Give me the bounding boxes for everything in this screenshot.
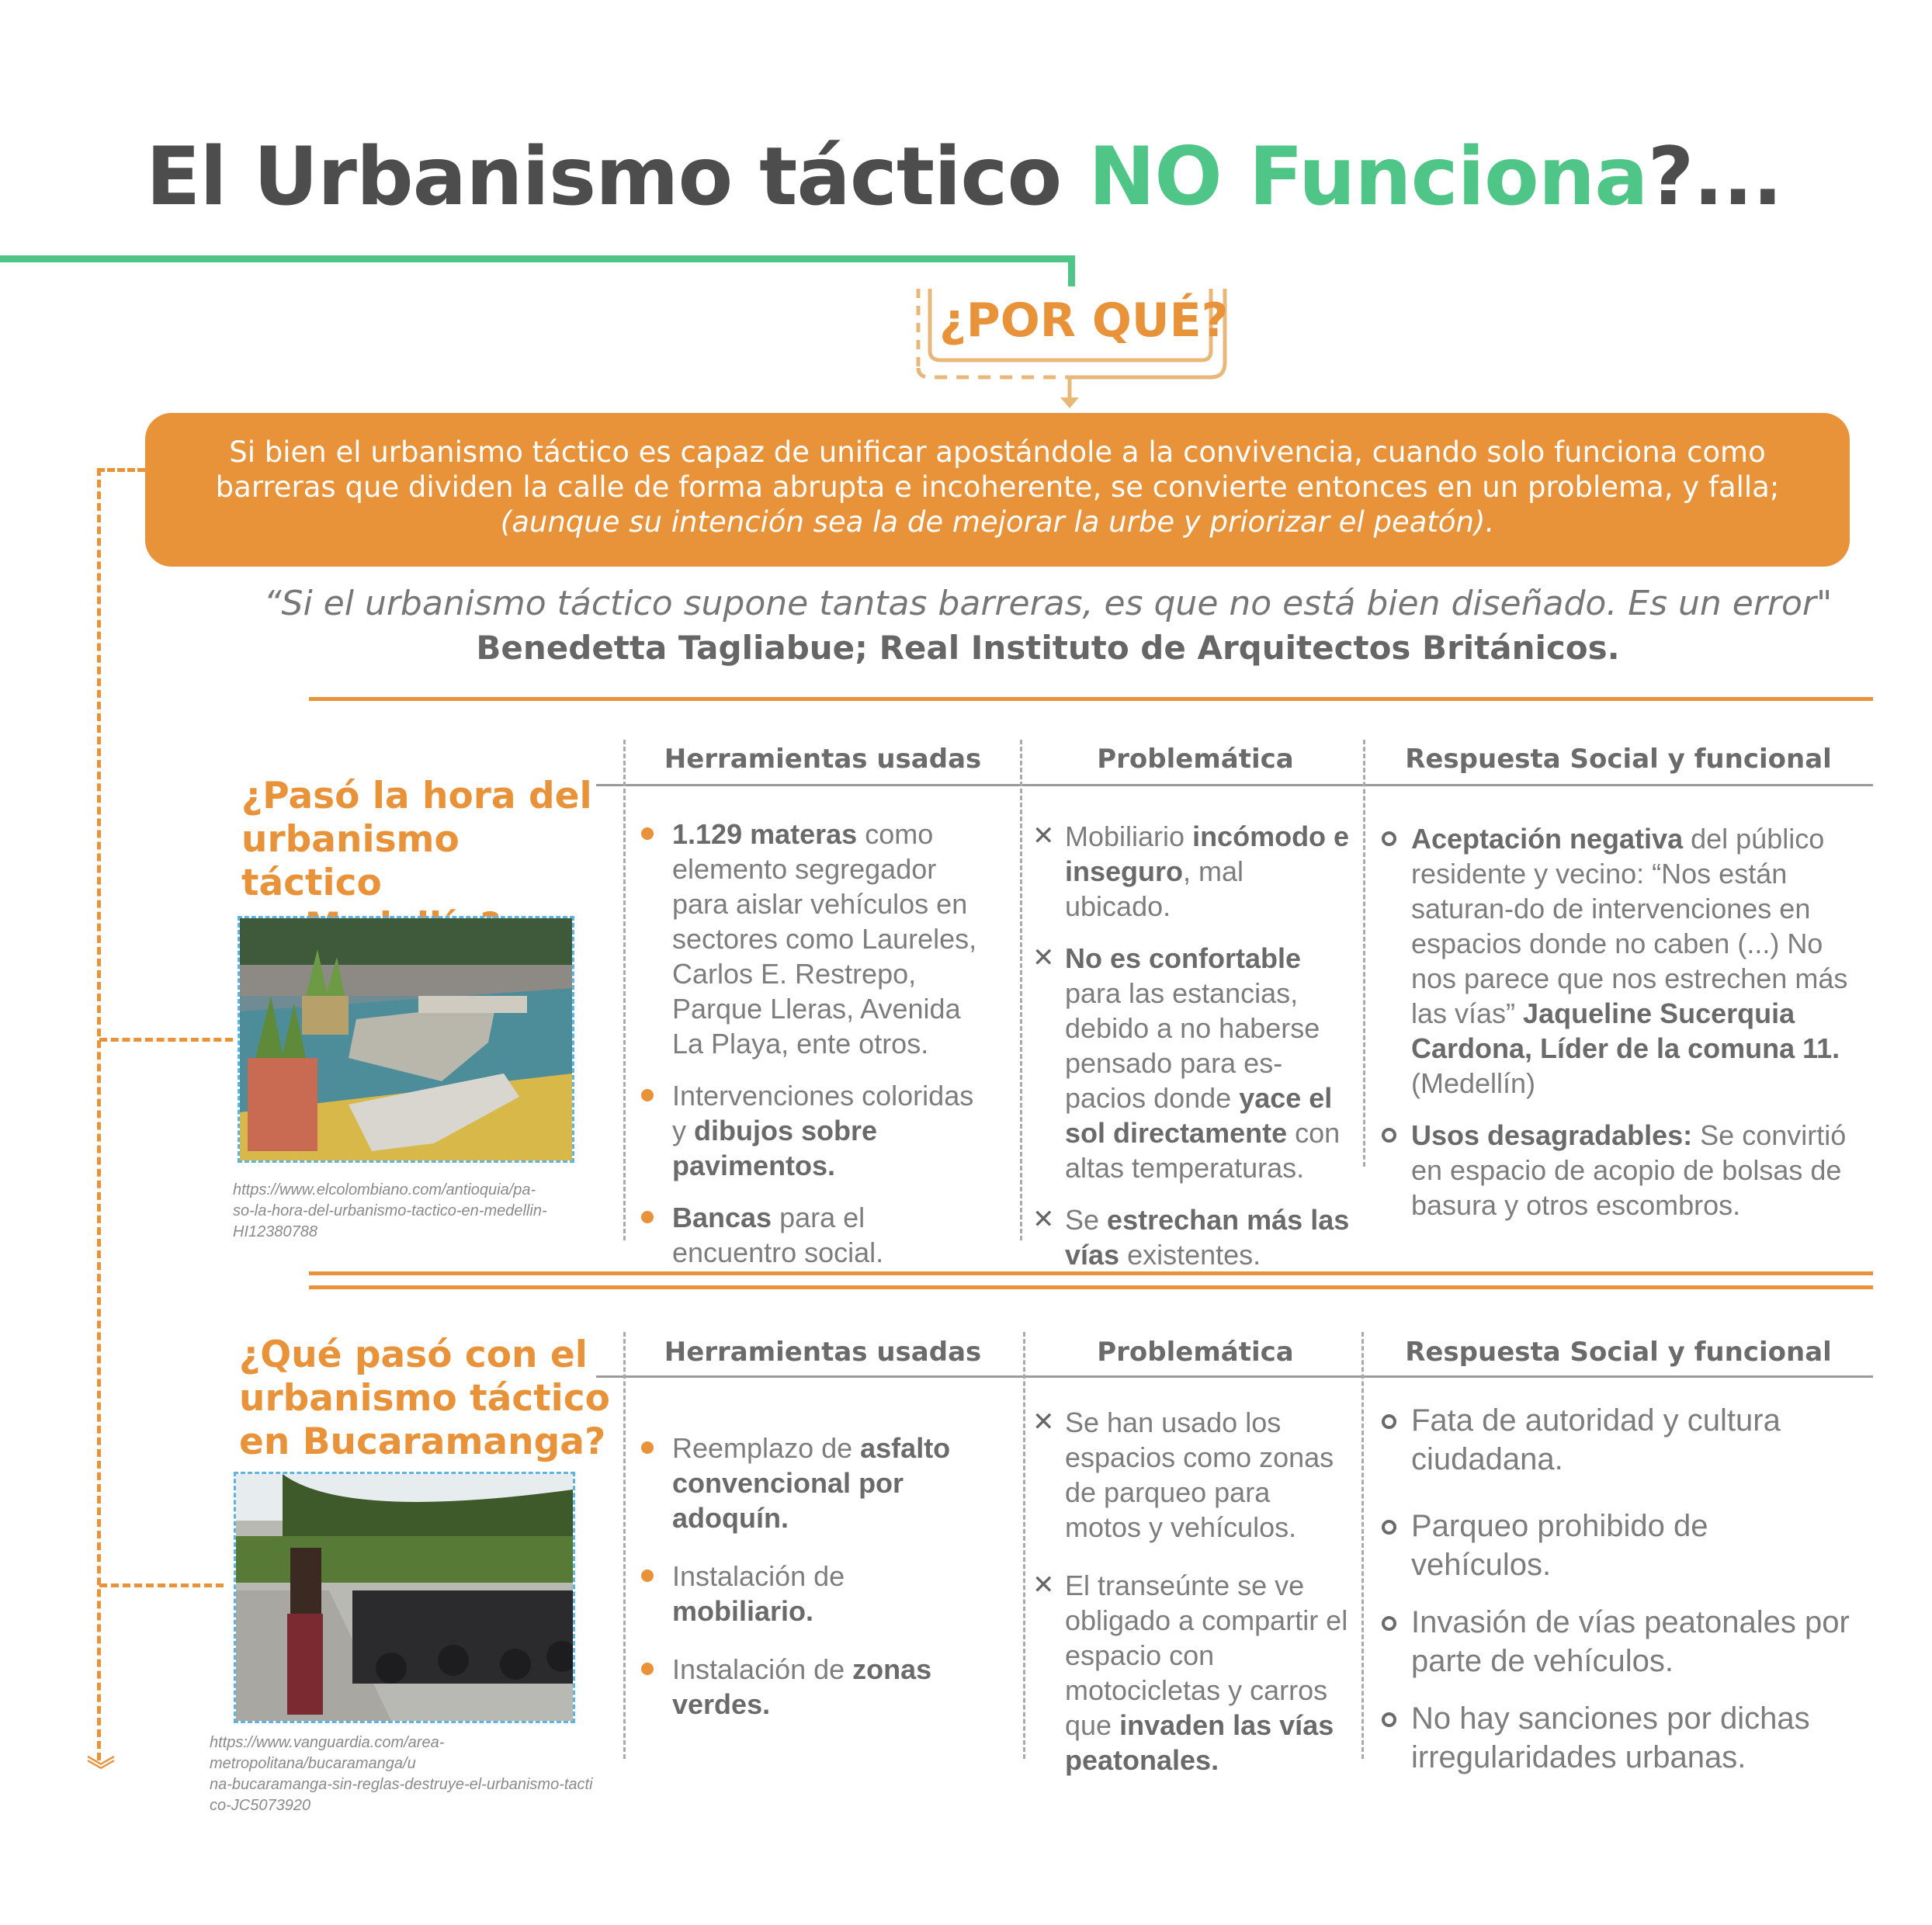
section1-divider-c	[1363, 740, 1365, 1167]
intro-line1: Si bien el urbanismo táctico es capaz de unificar apostándole a la convivencia, cuando solo funciona como	[229, 435, 1766, 469]
medellin-problem-2-bold-a: No es confortable	[1065, 942, 1302, 974]
bucaramanga-problems-list	[1032, 1405, 1352, 1795]
ring-bullet-icon	[1382, 1128, 1396, 1143]
medellin-problem-1-bold: incómodo e inseguro	[1065, 820, 1350, 887]
ring-bullet-icon	[1382, 1712, 1396, 1727]
bucaramanga-source-line1: https://www.vanguardia.com/area-metropolitana/bucaramanga/u	[210, 1734, 445, 1772]
medellin-tool-1-bold: 1.129 materas	[672, 818, 858, 850]
bucaramanga-tool-item	[640, 1559, 985, 1628]
medellin-response-1-bold-b: Jaqueline Sucerquia Cardona, Líder de la comuna 11.	[1411, 997, 1840, 1064]
section1-top-line	[309, 697, 1873, 701]
bucaramanga-tool-2-bold: mobiliario.	[672, 1595, 814, 1627]
section2-divider-b	[1023, 1332, 1025, 1759]
bucaramanga-response-list	[1379, 1401, 1852, 1794]
x-mark-icon: ✕	[1032, 942, 1055, 973]
bucaramanga-tool-1-bold: asfalto convencional por adoquín.	[672, 1432, 951, 1534]
ring-bullet-icon	[1382, 831, 1396, 846]
title-highlight: NO Funciona	[1088, 130, 1648, 224]
chevron-down-icon: ︾	[87, 1755, 116, 1787]
title-part2: ?...	[1647, 130, 1782, 224]
medellin-tool-3-text: para el encuentro social.	[672, 1202, 884, 1268]
quote-text: “Si el urbanismo táctico supone tantas barreras, es que no está bien diseñado. Es un error"	[263, 584, 1833, 623]
bucaramanga-tool-2-text: Instalación de	[672, 1560, 845, 1592]
section2-header-line	[596, 1375, 1873, 1378]
section2-divider-c	[1361, 1332, 1364, 1759]
col-problems-header-2: Problemática	[1097, 1337, 1294, 1368]
title-underline	[0, 255, 1075, 262]
medellin-problem-item	[1032, 941, 1352, 1185]
ring-bullet-icon	[1382, 1616, 1396, 1631]
connector-top	[97, 468, 145, 472]
section1-header-line	[596, 784, 1873, 786]
x-mark-icon: ✕	[1032, 1204, 1055, 1235]
section1-divider-b	[1020, 740, 1022, 1240]
bucaramanga-response-3: Invasión de vías peatonales por parte de vehículos.	[1411, 1605, 1850, 1678]
medellin-response-item	[1379, 821, 1852, 1101]
medellin-tool-3-bold: Bancas	[672, 1202, 772, 1233]
bucaramanga-photo	[234, 1472, 575, 1723]
bucaramanga-response-item	[1379, 1401, 1852, 1479]
page-title	[146, 130, 1782, 224]
bullet-dot-icon	[641, 827, 654, 840]
bullet-dot-icon	[641, 1569, 654, 1582]
quote-author: Benedetta Tagliabue; Real Instituto de Arquitectos Británicos.	[476, 629, 1620, 667]
bucaramanga-tools-list	[640, 1431, 985, 1739]
bucaramanga-response-item	[1379, 1699, 1852, 1777]
medellin-tool-item	[640, 1200, 985, 1270]
bucaramanga-problem-item	[1032, 1405, 1352, 1545]
bucaramanga-response-item	[1379, 1507, 1852, 1584]
medellin-response-list	[1379, 821, 1852, 1240]
x-mark-icon: ✕	[1032, 820, 1055, 852]
bucaramanga-title-line2: urbanismo táctico	[239, 1377, 610, 1420]
bucaramanga-tool-item	[640, 1431, 985, 1535]
title-part1: El Urbanismo táctico	[146, 130, 1089, 224]
section1-divider-a	[623, 740, 626, 1240]
porque-heading: ¿POR QUÉ?	[939, 293, 1229, 348]
medellin-problem-3-text-b: existentes.	[1119, 1239, 1261, 1271]
connector-bucaramanga	[99, 1583, 224, 1587]
medellin-source-line1: https://www.elcolombiano.com/antioquia/pa-	[233, 1181, 536, 1198]
bucaramanga-tool-1-text: Reemplazo de	[672, 1432, 861, 1464]
medellin-source-line2: so-la-hora-del-urbanismo-tactico-en-medellin-	[233, 1202, 547, 1219]
medellin-tool-item	[640, 1078, 985, 1183]
ring-bullet-icon	[1382, 1414, 1396, 1429]
bucaramanga-tool-3-text: Instalación de	[672, 1653, 853, 1685]
medellin-problem-2-text-b: con altas temperaturas.	[1065, 1117, 1341, 1184]
col-problems-header-1: Problemática	[1097, 744, 1294, 775]
col-tools-header-1: Herramientas usadas	[664, 744, 982, 775]
medellin-problems-list	[1032, 819, 1352, 1289]
bucaramanga-source	[210, 1732, 621, 1816]
medellin-problem-3-text-a: Se	[1065, 1204, 1108, 1236]
medellin-problem-1-text-a: Mobiliario	[1065, 820, 1193, 852]
section2-divider-a	[623, 1332, 626, 1759]
bucaramanga-tool-item	[640, 1652, 985, 1722]
medellin-response-1-text-b: (Medellín)	[1411, 1067, 1536, 1099]
medellin-problem-item	[1032, 1202, 1352, 1272]
bucaramanga-problem-item	[1032, 1568, 1352, 1778]
medellin-tools-list	[640, 817, 985, 1287]
medellin-response-1-bold-a: Aceptación negativa	[1411, 823, 1684, 855]
medellin-response-item	[1379, 1118, 1852, 1223]
medellin-photo	[238, 916, 574, 1163]
intro-text	[155, 435, 1840, 539]
bucaramanga-title	[239, 1334, 612, 1464]
bucaramanga-tool-3-bold: zonas verdes.	[672, 1653, 932, 1720]
medellin-response-2-bold: Usos desagradables:	[1411, 1119, 1693, 1151]
section2-top-line-b	[309, 1285, 1873, 1289]
bucaramanga-problem-1-text: Se han usado los espacios como zonas de parqueo para motos y vehículos.	[1065, 1406, 1334, 1543]
medellin-problem-3-bold: estrechan más las vías	[1065, 1204, 1350, 1271]
bullet-dot-icon	[641, 1663, 654, 1675]
medellin-problem-1-text-b: , mal ubicado.	[1065, 855, 1244, 922]
bullet-dot-icon	[641, 1089, 654, 1101]
x-mark-icon: ✕	[1032, 1406, 1055, 1438]
bucaramanga-response-2: Parqueo prohibido de vehículos.	[1411, 1509, 1708, 1582]
medellin-tool-item	[640, 817, 985, 1061]
intro-line3: (aunque su intención sea la de mejorar la urbe y priorizar el peatón).	[500, 505, 1495, 539]
connector-vertical	[97, 468, 101, 1760]
intro-line2: barreras que dividen la calle de forma abrupta e incoherente, se convierte entonces en un problema, y falla;	[215, 470, 1780, 504]
bucaramanga-problem-2-bold: invaden las vías peatonales.	[1065, 1709, 1334, 1776]
medellin-source-line3: HI12380788	[233, 1223, 317, 1240]
bucaramanga-source-line2: na-bucaramanga-sin-reglas-destruye-el-urbanismo-tacti	[210, 1776, 593, 1793]
bucaramanga-title-line1: ¿Qué pasó con el	[239, 1334, 588, 1376]
medellin-title-line1: ¿Pasó la hora del	[241, 775, 592, 817]
medellin-tool-2-text: Intervenciones coloridas y	[672, 1080, 974, 1146]
medellin-tool-2-bold: dibujos sobre pavimentos.	[672, 1115, 878, 1181]
col-response-header-1: Respuesta Social y funcional	[1405, 744, 1832, 775]
bucaramanga-problem-2-text: El transeúnte se ve obligado a compartir el espacio con motocicletas y carros que	[1065, 1569, 1348, 1741]
medellin-problem-2-text-a: para las estancias, debido a no haberse pensado para es-pacios donde	[1065, 977, 1320, 1114]
medellin-problem-2-bold-b: yace el sol directamente	[1065, 1082, 1333, 1149]
bucaramanga-response-1: Fata de autoridad y cultura ciudadana.	[1411, 1403, 1781, 1476]
col-response-header-2: Respuesta Social y funcional	[1405, 1337, 1832, 1368]
x-mark-icon: ✕	[1032, 1569, 1055, 1601]
col-tools-header-2: Herramientas usadas	[664, 1337, 982, 1368]
bucaramanga-title-line3: en Bucaramanga?	[239, 1420, 606, 1463]
medellin-title-line2: urbanismo táctico	[241, 818, 460, 904]
medellin-response-1-text-a: del público residente y vecino: “Nos están saturan-do de intervenciones en espacios donde no caben (...) No nos parece que nos estrechen más las vías”	[1411, 823, 1848, 1029]
medellin-problem-item	[1032, 819, 1352, 924]
medellin-response-2-text: Se convirtió en espacio de acopio de bolsas de basura y otros escombros.	[1411, 1119, 1847, 1221]
ring-bullet-icon	[1382, 1520, 1396, 1535]
bucaramanga-response-4: No hay sanciones por dichas irregularidades urbanas.	[1411, 1701, 1810, 1774]
connector-medellin	[99, 1038, 233, 1042]
medellin-tool-1-text: como elemento segregador para aislar vehículos en sectores como Laureles, Carlos E. Restrepo, Parque Lleras, Avenida La Playa, ente otros.	[672, 818, 977, 1060]
bucaramanga-source-line3: co-JC5073920	[210, 1797, 311, 1814]
bullet-dot-icon	[641, 1441, 654, 1454]
bullet-dot-icon	[641, 1211, 654, 1223]
section2-top-line-a	[309, 1271, 1873, 1275]
bucaramanga-response-item	[1379, 1603, 1852, 1680]
medellin-source	[233, 1180, 574, 1243]
